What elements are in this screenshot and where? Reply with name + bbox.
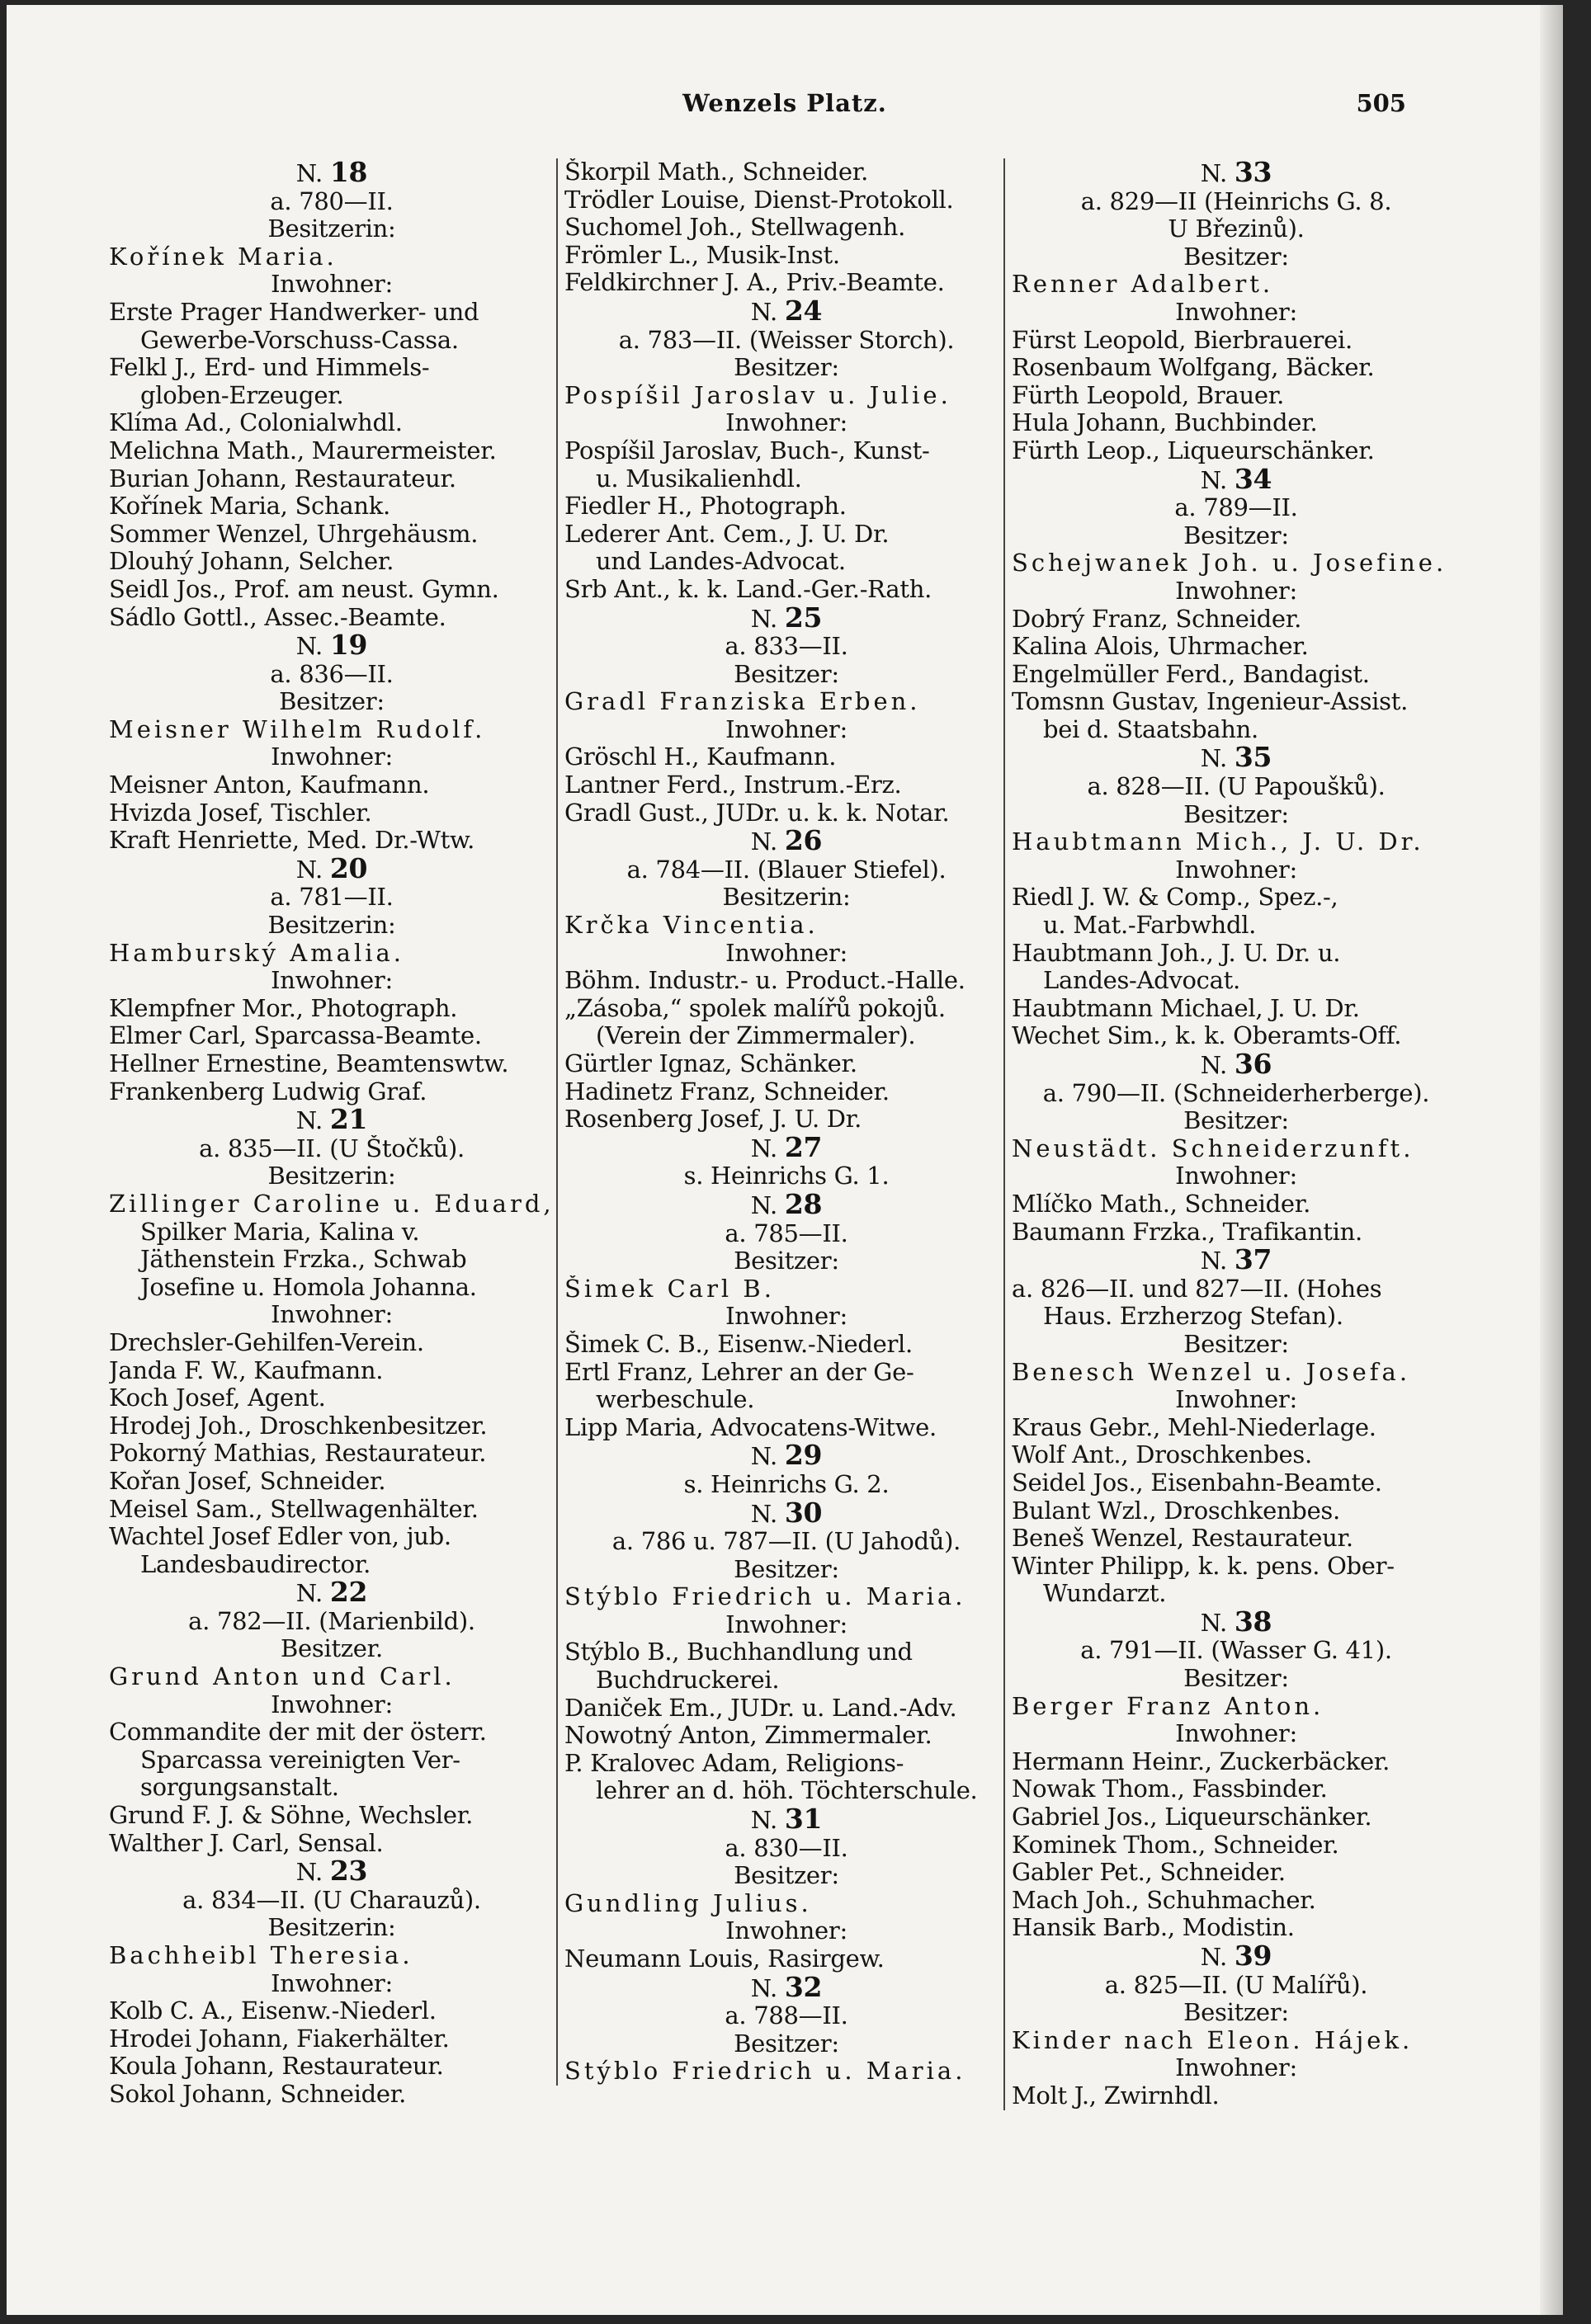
house-number-prefix: N. <box>295 855 330 884</box>
resident-entry: Lantner Ferd., Instrum.-Erz. <box>564 771 902 799</box>
house-number-heading <box>564 1441 1008 1471</box>
entry-continuation: (Verein der Zimmermaler). <box>596 1022 916 1050</box>
house-number-heading <box>109 1578 555 1608</box>
resident-entry: Wachtel Josef Edler von, jub. <box>109 1523 451 1551</box>
resident-entry: Nowotný Anton, Zimmermaler. <box>564 1722 932 1750</box>
resident-entry: Sokol Johann, Schneider. <box>109 2080 407 2108</box>
house-number: 35 <box>1234 743 1272 774</box>
owner-entry: Zillinger Caroline u. Eduard, <box>109 1190 555 1218</box>
resident-entry: Baumann Frzka., Trafikantin. <box>1012 1218 1362 1246</box>
section-label: Besitzer: <box>1183 1330 1289 1358</box>
entry-continuation: sorgungsanstalt. <box>140 1774 339 1802</box>
resident-entry: Burian Johann, Restaurateur. <box>109 464 456 493</box>
owner-entry: Bachheibl Theresia. <box>109 1942 413 1969</box>
house-number-prefix: N. <box>750 1190 785 1219</box>
section-label: Inwohner: <box>725 939 847 967</box>
house-number-prefix: N. <box>750 827 785 856</box>
section-label: Inwohner: <box>1175 2054 1297 2082</box>
resident-entry: Kořínek Maria, Schank. <box>109 493 390 521</box>
resident-entry: Molt J., Zwirnhdl. <box>1012 2081 1220 2110</box>
owner-entry: Stýblo Friedrich u. Maria. <box>564 2058 966 2086</box>
section-label: Inwohner: <box>1175 1386 1297 1414</box>
resident-entry: Koula Johann, Restaurateur. <box>109 2053 444 2081</box>
house-number: 20 <box>329 854 368 884</box>
owner-entry: Neustädt. Schneiderzunft. <box>1012 1134 1414 1162</box>
section-label: Inwohner: <box>271 1690 393 1718</box>
house-number-prefix: N. <box>295 1579 330 1608</box>
section-label: a. 780—II. <box>270 187 394 215</box>
owner-entry: Kořínek Maria. <box>109 243 338 271</box>
page-edge-shadow <box>1540 5 1563 2315</box>
house-number: 27 <box>784 1133 823 1163</box>
entry-continuation: werbeschule. <box>596 1386 755 1414</box>
resident-entry: Commandite der mit der österr. <box>109 1718 487 1747</box>
column-right <box>1003 158 1461 2110</box>
section-label: Inwohner: <box>271 743 393 771</box>
section-label: a. 786 u. 787—II. (U Jahodů). <box>611 1528 961 1556</box>
column-middle <box>556 158 1008 2086</box>
house-number-heading <box>109 1857 555 1887</box>
section-label: a. 833—II. <box>725 633 848 661</box>
section-label: a. 835—II. (U Štočků). <box>199 1134 465 1162</box>
book-page <box>7 5 1563 2315</box>
resident-entry: Rosenberg Josef, J. U. Dr. <box>564 1105 862 1134</box>
house-number-heading <box>1012 743 1461 773</box>
resident-entry: Haubtmann Joh., J. U. Dr. u. <box>1012 939 1341 967</box>
section-label: a. 836—II. <box>270 660 394 688</box>
house-number-prefix: N. <box>1200 1247 1235 1275</box>
house-number: 32 <box>784 1973 823 2003</box>
resident-entry: Engelmüller Ferd., Bandagist. <box>1012 660 1370 688</box>
section-label: Besitzer: <box>734 660 839 688</box>
entry-continuation: globen-Erzeuger. <box>140 381 344 409</box>
resident-entry: Felkl J., Erd- und Himmels- <box>109 354 430 382</box>
resident-entry: Lipp Maria, Advocatens-Witwe. <box>564 1413 937 1441</box>
house-number-heading <box>564 1805 1008 1835</box>
house-number-prefix: N. <box>1200 465 1235 494</box>
resident-entry: Fürst Leopold, Bierbrauerei. <box>1012 326 1353 354</box>
resident-entry: Srb Ant., k. k. Land.-Ger.-Rath. <box>564 575 932 603</box>
section-label: Besitzerin: <box>267 1914 396 1942</box>
section-label: Inwohner: <box>1175 856 1297 884</box>
section-label: Besitzer: <box>1183 800 1289 828</box>
house-number-prefix: N. <box>1200 744 1235 773</box>
resident-entry: Beneš Wenzel, Restaurateur. <box>1012 1525 1353 1553</box>
section-label: a. 781—II. <box>270 884 394 912</box>
resident-entry: Pospíšil Jaroslav, Buch-, Kunst- <box>564 436 930 464</box>
house-number-prefix: N. <box>1200 159 1235 187</box>
owner-entry: Stýblo Friedrich u. Maria. <box>564 1583 966 1611</box>
house-number: 31 <box>784 1805 823 1835</box>
section-label: a. 790—II. (Schneiderherberge). <box>1042 1079 1430 1107</box>
house-number-heading <box>564 1190 1008 1220</box>
resident-entry: Meisner Anton, Kaufmann. <box>109 771 430 799</box>
house-number: 33 <box>1234 158 1272 188</box>
resident-entry: Hermann Heinr., Zuckerbäcker. <box>1012 1747 1390 1775</box>
house-number-heading <box>109 855 555 884</box>
resident-entry: Gabriel Jos., Liqueurschänker. <box>1012 1803 1372 1831</box>
section-label: Besitzerin: <box>267 912 396 940</box>
house-number: 28 <box>784 1190 823 1220</box>
resident-entry: Melichna Math., Maurermeister. <box>109 436 497 464</box>
entry-continuation: Haus. Erzherzog Stefan). <box>1043 1303 1343 1331</box>
resident-entry: Dobrý Franz, Schneider. <box>1012 605 1302 633</box>
section-label: Besitzer: <box>1183 521 1289 549</box>
house-number: 18 <box>329 158 368 188</box>
section-label: Besitzer: <box>1183 1665 1289 1693</box>
resident-entry: Mach Joh., Schuhmacher. <box>1012 1886 1316 1914</box>
section-label: a. 791—II. (Wasser G. 41). <box>1080 1637 1392 1665</box>
resident-entry: Gradl Gust., JUDr. u. k. k. Notar. <box>564 799 950 827</box>
owner-entry: Gradl Franziska Erben. <box>564 688 921 716</box>
resident-entry: Suchomel Joh., Stellwagenh. <box>564 214 906 242</box>
resident-entry: Elmer Carl, Sparcassa-Beamte. <box>109 1022 482 1050</box>
section-label: Besitzerin: <box>267 215 396 243</box>
resident-entry: Gürtler Ignaz, Schänker. <box>564 1050 857 1077</box>
owner-entry: Gundling Julius. <box>564 1889 812 1917</box>
section-label: a. 788—II. <box>725 2002 848 2030</box>
section-label: s. Heinrichs G. 1. <box>683 1162 890 1190</box>
house-number-heading <box>1012 465 1461 495</box>
section-label: a. 834—II. (U Charauzů). <box>182 1886 481 1914</box>
house-number-prefix: N. <box>295 1858 330 1887</box>
resident-entry: Trödler Louise, Dienst-Protokoll. <box>564 186 954 214</box>
entry-continuation: Spilker Maria, Kalina v. <box>140 1218 420 1246</box>
resident-entry: Klíma Ad., Colonialwhdl. <box>109 409 403 437</box>
resident-entry: Tomsnn Gustav, Ingenieur-Assist. <box>1012 688 1409 716</box>
resident-entry: P. Kralovec Adam, Religions- <box>564 1749 904 1777</box>
house-number-prefix: N. <box>1200 1943 1235 1971</box>
house-number-heading <box>564 604 1008 634</box>
resident-entry: Kalina Alois, Uhrmacher. <box>1012 633 1309 661</box>
resident-entry: Koch Josef, Agent. <box>109 1384 326 1412</box>
resident-entry: Daniček Em., JUDr. u. Land.-Adv. <box>564 1694 957 1722</box>
section-label: Inwohner: <box>271 1969 393 1997</box>
section-label: Inwohner: <box>1175 298 1297 326</box>
entry-continuation: Jäthenstein Frzka., Schwab <box>140 1246 467 1274</box>
resident-entry: Lederer Ant. Cem., J. U. Dr. <box>564 520 890 548</box>
entry-continuation: u. Mat.-Farbwhdl. <box>1043 912 1257 940</box>
house-number-heading <box>564 1973 1008 2003</box>
section-label: a. 825—II. (U Malířů). <box>1104 1971 1368 1999</box>
house-number-prefix: N. <box>750 1806 785 1835</box>
resident-entry: Pokorný Mathias, Restaurateur. <box>109 1440 487 1468</box>
column-left <box>109 158 555 2109</box>
house-number-prefix: N. <box>750 297 785 326</box>
resident-entry: Dlouhý Johann, Selcher. <box>109 548 394 576</box>
house-number: 26 <box>784 827 823 856</box>
entry-continuation: Landes-Advocat. <box>1043 967 1240 995</box>
resident-entry: Mlíčko Math., Schneider. <box>1012 1190 1311 1218</box>
house-number: 29 <box>784 1441 823 1471</box>
resident-entry: Škorpil Math., Schneider. <box>564 158 869 186</box>
running-head <box>7 89 1563 122</box>
owner-entry: Meisner Wilhelm Rudolf. <box>109 715 486 743</box>
section-label: Inwohner: <box>1175 577 1297 605</box>
house-number-heading <box>1012 1608 1461 1638</box>
house-number-prefix: N. <box>750 1499 785 1528</box>
section-label: Besitzer: <box>734 354 839 382</box>
house-number-prefix: N. <box>750 1442 785 1471</box>
house-number: 37 <box>1234 1246 1272 1275</box>
house-number-heading <box>1012 158 1461 188</box>
section-label: Besitzerin: <box>722 884 851 912</box>
resident-entry: „Zásoba,“ spolek malířů pokojů. <box>564 994 946 1022</box>
house-number: 23 <box>329 1857 368 1887</box>
section-label: Inwohner: <box>725 409 847 437</box>
resident-entry: Grund F. J. & Söhne, Wechsler. <box>109 1802 474 1830</box>
resident-entry: Šimek C. B., Eisenw.-Niederl. <box>564 1330 913 1358</box>
section-label: Inwohner: <box>725 715 847 743</box>
resident-entry: Hrodei Johann, Fiakerhälter. <box>109 2025 450 2053</box>
resident-entry: a. 826—II. und 827—II. (Hohes <box>1012 1275 1382 1303</box>
house-number: 22 <box>329 1578 368 1608</box>
house-number-prefix: N. <box>750 604 785 633</box>
resident-entry: Hula Johann, Buchbinder. <box>1012 409 1318 437</box>
house-number: 24 <box>784 296 823 327</box>
section-label: Inwohner: <box>1175 1720 1297 1748</box>
entry-continuation: bei d. Staatsbahn. <box>1043 715 1258 743</box>
house-number: 34 <box>1234 464 1272 495</box>
house-number: 25 <box>784 603 823 634</box>
house-number: 36 <box>1234 1050 1272 1080</box>
section-label: Inwohner: <box>271 967 393 995</box>
house-number-prefix: N. <box>295 1106 330 1135</box>
section-label: a. 830—II. <box>725 1834 848 1862</box>
resident-entry: Böhm. Industr.- u. Product.-Halle. <box>564 967 965 995</box>
resident-entry: Rosenbaum Wolfgang, Bäcker. <box>1012 354 1375 382</box>
resident-entry: Wolf Ant., Droschkenbes. <box>1012 1441 1312 1469</box>
section-label: Inwohner: <box>725 1917 847 1945</box>
resident-entry: Fürth Leop., Liqueurschänker. <box>1012 436 1375 464</box>
house-number-heading <box>564 297 1008 327</box>
resident-entry: Seidel Jos., Eisenbahn-Beamte. <box>1012 1468 1382 1497</box>
section-label: a. 785—II. <box>725 1219 848 1247</box>
owner-entry: Pospíšil Jaroslav u. Julie. <box>564 381 951 409</box>
house-number-heading <box>109 158 555 188</box>
owner-entry: Hamburský Amalia. <box>109 939 405 967</box>
resident-entry: Seidl Jos., Prof. am neust. Gymn. <box>109 575 499 603</box>
section-label: Inwohner: <box>725 1303 847 1331</box>
section-label: Inwohner: <box>271 1301 393 1329</box>
resident-entry: Janda F. W., Kaufmann. <box>109 1356 384 1384</box>
house-number: 39 <box>1234 1942 1272 1972</box>
resident-entry: Nowak Thom., Fassbinder. <box>1012 1775 1328 1803</box>
resident-entry: Meisel Sam., Stellwagenhälter. <box>109 1495 479 1523</box>
resident-entry: Winter Philipp, k. k. pens. Ober- <box>1012 1552 1395 1580</box>
house-number: 21 <box>329 1105 368 1135</box>
resident-entry: Bulant Wzl., Droschkenbes. <box>1012 1497 1340 1525</box>
page-number: 505 <box>1356 89 1406 117</box>
entry-continuation: Landesbaudirector. <box>140 1550 371 1578</box>
house-number-heading <box>564 1134 1008 1163</box>
resident-entry: Neumann Louis, Rasirgew. <box>564 1945 885 1973</box>
entry-continuation: Sparcassa vereinigten Ver- <box>140 1746 460 1774</box>
owner-entry: Kinder nach Eleon. Hájek. <box>1012 2026 1414 2054</box>
entry-continuation: Buchdruckerei. <box>596 1666 780 1695</box>
resident-entry: Drechsler-Gehilfen-Verein. <box>109 1328 424 1356</box>
entry-continuation: Gewerbe-Vorschuss-Cassa. <box>140 326 459 354</box>
resident-entry: Erste Prager Handwerker- und <box>109 298 479 326</box>
house-number-prefix: N. <box>750 1973 785 2002</box>
owner-entry: Šimek Carl B. <box>564 1275 775 1303</box>
resident-entry: Gröschl H., Kaufmann. <box>564 743 837 771</box>
resident-entry: Hvizda Josef, Tischler. <box>109 799 372 827</box>
section-label: s. Heinrichs G. 2. <box>683 1470 890 1498</box>
section-label: U Březinů). <box>1168 215 1305 243</box>
section-label: a. 782—II. (Marienbild). <box>188 1607 475 1635</box>
resident-entry: Klempfner Mor., Photograph. <box>109 994 458 1022</box>
entry-continuation: u. Musikalienhdl. <box>596 464 802 493</box>
resident-entry: Walther J. Carl, Sensal. <box>109 1829 384 1857</box>
entry-continuation: Josefine u. Homola Johanna. <box>140 1273 477 1301</box>
house-number-prefix: N. <box>295 159 330 187</box>
owner-entry: Schejwanek Joh. u. Josefine. <box>1012 549 1447 577</box>
owner-entry: Benesch Wenzel u. Josefa. <box>1012 1358 1411 1386</box>
section-label: Besitzer: <box>1183 243 1289 271</box>
section-label: Inwohner: <box>725 1610 847 1638</box>
house-number-heading <box>109 631 555 661</box>
resident-entry: Fürth Leopold, Brauer. <box>1012 381 1284 409</box>
section-label: a. 828—II. (U Papoušků). <box>1087 773 1386 801</box>
resident-entry: Frömler L., Musik-Inst. <box>564 241 840 269</box>
resident-entry: Hellner Ernestine, Beamtenswtw. <box>109 1050 509 1077</box>
section-label: Besitzerin: <box>267 1162 396 1190</box>
house-number-prefix: N. <box>1200 1608 1235 1637</box>
resident-entry: Sommer Wenzel, Uhrgehäusm. <box>109 520 479 548</box>
owner-entry: Krčka Vincentia. <box>564 912 819 940</box>
resident-entry: Ertl Franz, Lehrer an der Ge- <box>564 1358 914 1386</box>
entry-continuation: und Landes-Advocat. <box>596 548 846 576</box>
resident-entry: Stýblo B., Buchhandlung und <box>564 1638 913 1666</box>
owner-entry: Grund Anton und Carl. <box>109 1663 456 1691</box>
resident-entry: Haubtmann Michael, J. U. Dr. <box>1012 994 1360 1022</box>
section-label: Besitzer: <box>734 1555 839 1583</box>
section-label: Besitzer. <box>281 1635 383 1663</box>
house-number-heading <box>564 1499 1008 1529</box>
house-number-heading <box>1012 1050 1461 1080</box>
entry-continuation: lehrer an d. höh. Töchterschule. <box>596 1777 978 1805</box>
resident-entry: Wechet Sim., k. k. Oberamts-Off. <box>1012 1022 1402 1050</box>
section-label: Besitzer: <box>734 1247 839 1275</box>
section-label: Besitzer: <box>1183 1107 1289 1135</box>
house-number-heading <box>564 827 1008 856</box>
house-number: 30 <box>784 1498 823 1529</box>
section-label: a. 829—II (Heinrichs G. 8. <box>1080 187 1392 215</box>
resident-entry: Sádlo Gottl., Assec.-Beamte. <box>109 603 446 631</box>
house-number-prefix: N. <box>1200 1051 1235 1079</box>
resident-entry: Kominek Thom., Schneider. <box>1012 1831 1339 1859</box>
house-number-prefix: N. <box>295 632 330 661</box>
section-label: a. 789—II. <box>1174 494 1298 522</box>
resident-entry: Hrodej Joh., Droschkenbesitzer. <box>109 1412 488 1440</box>
resident-entry: Fiedler H., Photograph. <box>564 493 847 521</box>
resident-entry: Kořan Josef, Schneider. <box>109 1467 386 1495</box>
section-label: Inwohner: <box>271 271 393 299</box>
resident-entry: Hadinetz Franz, Schneider. <box>564 1077 890 1105</box>
resident-entry: Feldkirchner J. A., Priv.-Beamte. <box>564 269 945 297</box>
resident-entry: Riedl J. W. & Comp., Spez.-, <box>1012 884 1338 912</box>
house-number: 38 <box>1234 1607 1272 1638</box>
resident-entry: Kraus Gebr., Mehl-Niederlage. <box>1012 1413 1376 1441</box>
resident-entry: Frankenberg Ludwig Graf. <box>109 1077 427 1105</box>
section-label: Besitzer: <box>1183 1999 1289 2027</box>
resident-entry: Kraft Henriette, Med. Dr.-Wtw. <box>109 827 475 855</box>
house-number-heading <box>109 1105 555 1135</box>
section-label: Besitzer: <box>279 688 385 716</box>
section-label: a. 784—II. (Blauer Stiefel). <box>626 856 947 884</box>
entry-continuation: Wundarzt. <box>1043 1580 1167 1608</box>
resident-entry: Hansik Barb., Modistin. <box>1012 1914 1295 1942</box>
house-number: 19 <box>329 631 368 661</box>
section-label: a. 783—II. (Weisser Storch). <box>618 326 955 354</box>
house-number-prefix: N. <box>750 1134 785 1162</box>
section-label: Besitzer: <box>734 1862 839 1890</box>
owner-entry: Haubtmann Mich., J. U. Dr. <box>1012 828 1424 856</box>
resident-entry: Kolb C. A., Eisenw.-Niederl. <box>109 1997 437 2025</box>
resident-entry: Gabler Pet., Schneider. <box>1012 1859 1286 1887</box>
house-number-heading <box>1012 1246 1461 1275</box>
house-number-heading <box>1012 1942 1461 1972</box>
section-label: Inwohner: <box>1175 1162 1297 1190</box>
owner-entry: Renner Adalbert. <box>1012 271 1274 299</box>
section-label: Besitzer: <box>734 2029 839 2058</box>
page-title: Wenzels Platz. <box>682 89 887 117</box>
owner-entry: Berger Franz Anton. <box>1012 1692 1324 1720</box>
